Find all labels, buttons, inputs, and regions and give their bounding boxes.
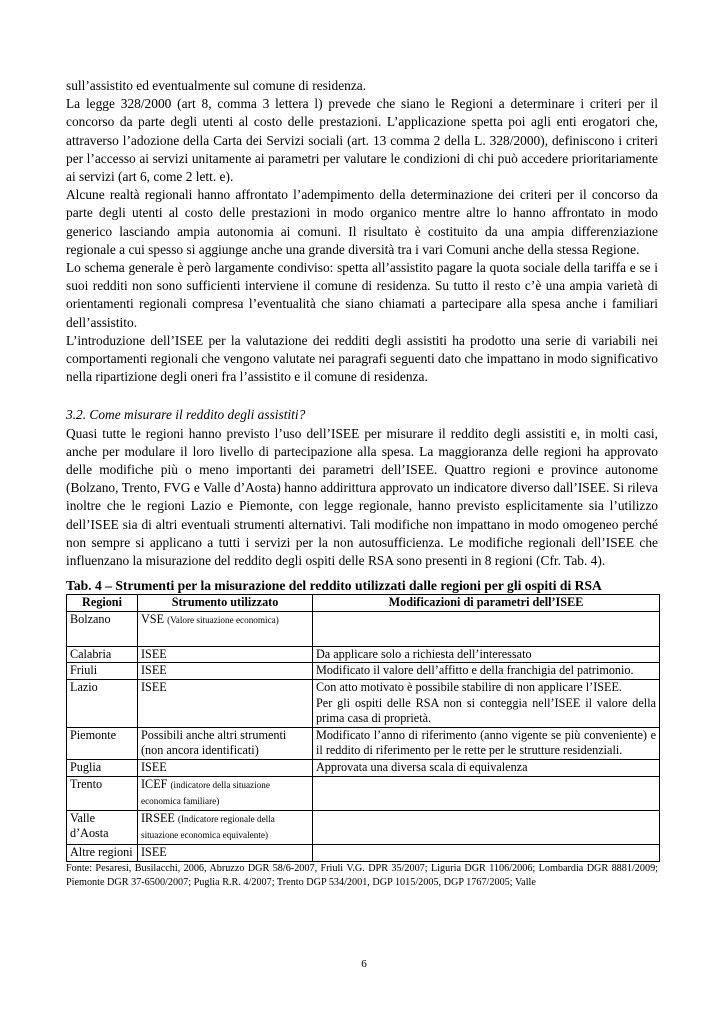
table-row bbox=[67, 680, 660, 728]
cell-modifications bbox=[313, 845, 660, 862]
tool-note: (indicatore della situazione economica familiare) bbox=[141, 779, 270, 807]
paragraph-2: La legge 328/2000 (art 8, comma 3 lettera l) prevede che siano le Regioni a determinare i criteri per il concorso da parte degli utenti al costo delle prestazioni. L’applicazione spetta poi agli enti erogatori che, attraverso l’adozione della Carta dei Servizi sociali (art. 13 comma 2 della L. 328/2000), definiscono i criteri per l’accesso ai servizi unitamente ai parametri per valutare le condizioni di chi può accedere prioritariamente ai servizi (art 6, come 2 lett. e). bbox=[66, 96, 658, 185]
paragraph-4: Lo schema generale è però largamente condiviso: spetta all’assistito pagare la quota sociale della tariffa e se i suoi redditi non sono sufficienti interviene il comune di residenza. Su tutto il resto c’è una ampia varietà di orientamenti regionali compresa l’eventualità che siano chiamati a partecipare alla spesa anche i familiari dell’assistito. bbox=[66, 260, 658, 330]
cell-modifications: Modificato il valore dell’affitto e della franchigia del patrimonio. bbox=[313, 663, 660, 680]
cell-region: Piemonte bbox=[67, 727, 138, 759]
header-regions: Regioni bbox=[67, 595, 138, 612]
paragraph-3: Alcune realtà regionali hanno affrontato l’adempimento della determinazione dei criteri per il concorso da parte degli utenti al costo delle prestazioni in modo organico mentre altre lo hanno affrontato in modo generico lasciando ampia autonomia ai comuni. Il risultato è costituito da una ampia differenziazione regionale a cui spesso si aggiunge anche una grande diversità tra i vari Comuni anche della stessa Regione. bbox=[66, 187, 658, 257]
page-content bbox=[66, 77, 658, 891]
table-header-row bbox=[67, 595, 660, 612]
modification-note: Per gli ospiti delle RSA non si conteggia nell’ISEE il valore della prima casa di proprietà. bbox=[316, 695, 656, 726]
cell-tool: ISEE bbox=[138, 680, 313, 728]
header-modifications: Modificazioni di parametri dell’ISEE bbox=[313, 595, 660, 612]
tool-name: ICEF bbox=[141, 776, 168, 791]
tool-note: (Indicatore regionale della situazione economica equivalente) bbox=[141, 813, 275, 841]
cell-tool: ISEE bbox=[138, 663, 313, 680]
cell-tool bbox=[138, 810, 313, 844]
table-row bbox=[67, 727, 660, 759]
table-row bbox=[67, 663, 660, 680]
cell-tool: ISEE bbox=[138, 760, 313, 777]
tool-name: VSE bbox=[141, 611, 165, 626]
section-paragraph: Quasi tutte le regioni hanno previsto l’uso dell’ISEE per misurare il reddito degli assistiti e, in molti casi, anche per modulare il loro livello di partecipazione alla spesa. La maggioranza delle regioni ha approvato delle modifiche più o meno importanti dei parametri dell’ISEE. Quattro regioni e province autonome (Bolzano, Trento, FVG e Valle d’Aosta) hanno addirittura approvato un indicatore diverso dall’ISEE. Si rileva inoltre che le regioni Lazio e Piemonte, con legge regionale, hanno previsto esplicitamente sia l’utilizzo dell’ISEE sia di altri eventuali strumenti alternativi. Tali modifiche non impattano in modo omogeneo perché non sempre si applicano a tutti i servizi per la non autosufficienza. Le modifiche regionali dell’ISEE che influenzano la misurazione del reddito degli ospiti delle RSA sono presenti in 8 regioni (Cfr. Tab. 4). bbox=[66, 425, 658, 569]
table-row bbox=[67, 611, 660, 646]
modification-note: Con atto motivato è possibile stabilire di non applicare l’ISEE. bbox=[316, 680, 622, 695]
cell-modifications bbox=[313, 776, 660, 810]
cell-tool bbox=[138, 776, 313, 810]
cell-modifications: Modificato l’anno di riferimento (anno vigente se più conveniente) e il reddito di riferimento per le rette per le strutture residenziali. bbox=[313, 727, 660, 759]
page-number: 6 bbox=[361, 958, 367, 970]
cell-region: Puglia bbox=[67, 760, 138, 777]
cell-tool: ISEE bbox=[138, 646, 313, 663]
cell-tool: ISEE bbox=[138, 845, 313, 862]
cell-modifications: Da applicare solo a richiesta dell’interessato bbox=[313, 646, 660, 663]
table-source-note: Fonte: Pesaresi, Busilacchi, 2006, Abruzzo DGR 58/6-2007, Friuli V.G. DPR 35/2007; Liguria DGR 1106/2006; Lombardia DGR 8881/2009; Piemonte DGR 37-6500/2007; Puglia R.R. 4/2007; Trento DGP 534/2001, DGP 1015/2005, DGP 1767/2005; Valle bbox=[66, 862, 658, 889]
table-row bbox=[67, 810, 660, 844]
cell-tool: Possibili anche altri strumenti (non ancora identificati) bbox=[138, 727, 313, 759]
cell-region: Calabria bbox=[67, 646, 138, 663]
table-row bbox=[67, 845, 660, 862]
cell-modifications bbox=[313, 680, 660, 728]
section-heading: 3.2. Come misurare il reddito degli assistiti? bbox=[66, 407, 306, 423]
table-row bbox=[67, 776, 660, 810]
regions-table bbox=[66, 594, 660, 861]
header-tool: Strumento utilizzato bbox=[138, 595, 313, 612]
table-row bbox=[67, 760, 660, 777]
cell-region: Bolzano bbox=[67, 611, 138, 646]
cell-region: Valle d’Aosta bbox=[67, 810, 138, 844]
cell-region: Trento bbox=[67, 776, 138, 810]
tool-note: (Valore situazione economica) bbox=[167, 614, 279, 625]
paragraph-5: L’introduzione dell’ISEE per la valutazione dei redditi degli assistiti ha prodotto una serie di variabili nei comportamenti regionali che vengono valutate nei paragrafi seguenti dato che impattano in modo significativo nella ripartizione degli oneri fra l’assistito e il comune di residenza. bbox=[66, 332, 658, 385]
cell-region: Friuli bbox=[67, 663, 138, 680]
cell-region: Altre regioni bbox=[67, 845, 138, 862]
cell-modifications bbox=[313, 611, 660, 646]
cell-tool bbox=[138, 611, 313, 646]
table-row bbox=[67, 646, 660, 663]
table-title: Tab. 4 – Strumenti per la misurazione del reddito utilizzati dalle regioni per gli ospiti di RSA bbox=[66, 578, 602, 594]
paragraph-1: sull’assistito ed eventualmente sul comune di residenza. bbox=[66, 78, 367, 93]
cell-modifications bbox=[313, 810, 660, 844]
cell-region: Lazio bbox=[67, 680, 138, 728]
cell-modifications: Approvata una diversa scala di equivalenza bbox=[313, 760, 660, 777]
tool-name: IRSEE bbox=[141, 810, 175, 825]
